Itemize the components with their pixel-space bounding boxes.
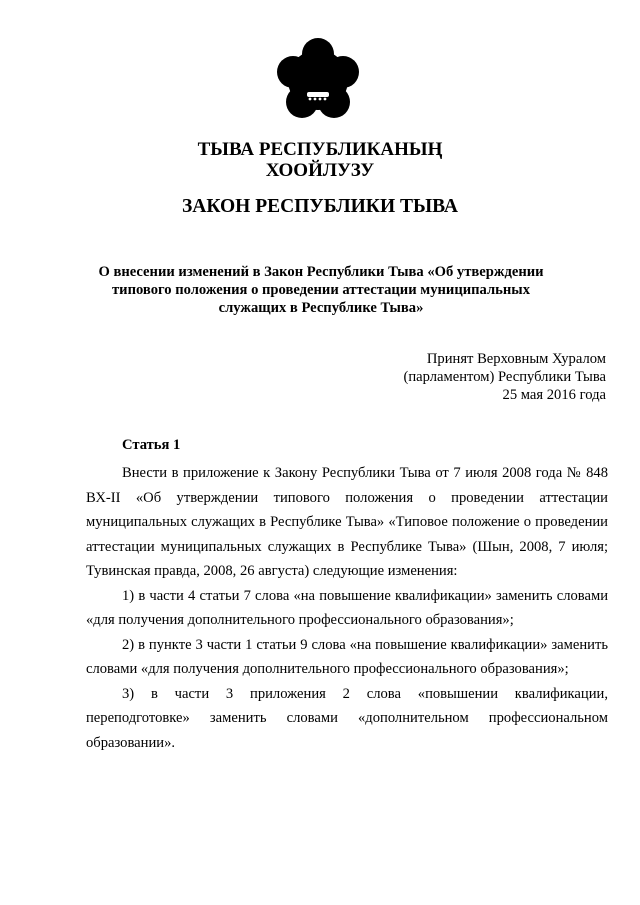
coat-of-arms-icon — [274, 36, 362, 124]
adoption-line-2: (парламентом) Республики Тыва — [403, 369, 606, 385]
header-tyva-line2: ХООЙЛУЗУ — [265, 160, 375, 181]
article-paragraph-2: 2) в пункте 3 части 1 статьи 9 слова «на повышение квалификации» заменить словами «для получения дополнительного профессионального образования»; — [86, 636, 608, 677]
adoption-date: 25 мая 2016 года — [502, 387, 606, 403]
article-paragraph-intro: Внести в приложение к Закону Республики Тыва от 7 июля 2008 года № 848 ВХ-II «Об утверждении типового положения о проведении аттестации муниципальных служащих в Республике Тыва» «Типовое положение о проведении аттестации муниципальных служащих в Республике Тыва» (Шын, 2008, 7 июля; Тувинская правда, 2008, 26 августа) следующие изменения: — [86, 465, 608, 579]
header-tyva-line1: ТЫВА РЕСПУБЛИКАНЫҢ — [197, 139, 443, 160]
law-title: ЗАКОН РЕСПУБЛИКИ ТЫВА — [181, 196, 459, 217]
adoption-info — [403, 350, 606, 404]
adoption-line-1: Принят Верховным Хуралом — [426, 351, 606, 367]
article-body — [86, 461, 608, 755]
document-title: О внесении изменений в Закон Республики Тыва «Об утверждении типового положения о проведении аттестации муниципальных служащих в Республике Тыва» — [98, 264, 544, 316]
article-paragraph-3: 3) в части 3 приложения 2 слова «повышении квалификации, переподготовке» заменить словами «дополнительном профессиональном образовании». — [86, 685, 608, 751]
article-heading: Статья 1 — [122, 437, 181, 453]
article-paragraph-1: 1) в части 4 статьи 7 слова «на повышение квалификации» заменить словами «для получения дополнительного профессионального образования»; — [86, 587, 608, 628]
